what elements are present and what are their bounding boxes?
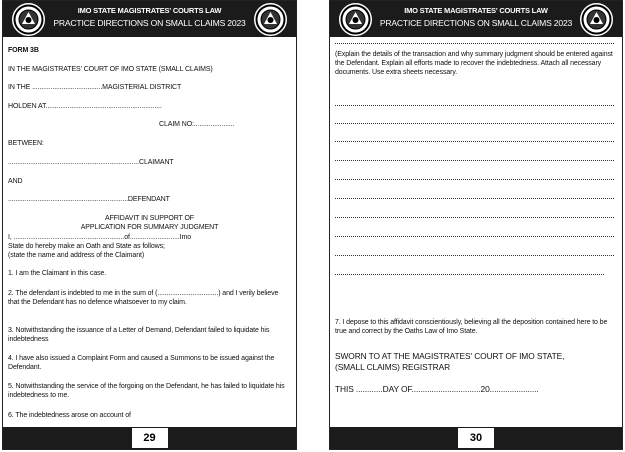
form-number: FORM 3B <box>8 47 39 54</box>
affidavit-title: AFFIDAVIT IN SUPPORT OF <box>105 215 194 222</box>
page-30 <box>329 0 623 450</box>
claimant-line: .......................................................................CLAIMANT <box>8 159 174 166</box>
defendant-line: .................................................................DEFENDANT <box>8 196 170 203</box>
fill-line <box>335 105 614 106</box>
court-name: IN THE MAGISTRATES' COURT OF IMO STATE (SMALL CLAIMS) <box>8 66 213 73</box>
affidavit-subtitle: APPLICATION FOR SUMMARY JUDGMENT <box>80 224 219 231</box>
fill-line <box>335 179 614 180</box>
page-29 <box>2 0 297 450</box>
court-seal-icon <box>254 3 287 36</box>
holden-line: HOLDEN AT............................................................... <box>8 103 162 110</box>
intro-oath: State do hereby make an Oath and State as follows; <box>8 243 165 250</box>
header-title: IMO STATE MAGISTRATES' COURTS LAW <box>77 6 222 15</box>
fill-line <box>335 236 614 237</box>
registrar-line: (SMALL CLAIMS) REGISTRAR <box>335 362 451 372</box>
intro-note: (state the name and address of the Claimant) <box>8 252 145 259</box>
fill-line <box>335 160 614 161</box>
page-header <box>3 1 296 37</box>
header-subtitle: PRACTICE DIRECTIONS ON SMALL CLAIMS 2023 <box>379 18 573 28</box>
paragraph-7: 7. I depose to this affidavit conscientiously, believing all the deposition contained here to be true and correct by the Oaths Law of Imo State. <box>335 319 608 335</box>
header-subtitle: PRACTICE DIRECTIONS ON SMALL CLAIMS 2023 <box>53 18 246 28</box>
paragraph-1: 1. I am the Claimant in this case. <box>8 270 107 277</box>
page-header <box>330 1 622 37</box>
fill-line <box>335 217 614 218</box>
date-line: THIS ............DAY OF...............................20...................... <box>335 384 539 394</box>
and-label: AND <box>8 178 23 185</box>
page-footer <box>330 427 622 449</box>
explain-note: (Explain the details of the transaction and why summary judgment should be entered against the Defendant. Explain all efforts made to recover the indebtedness. Attach all necessary documents. Use extra sheets necessary. <box>335 51 613 76</box>
paragraph-6: 6. The indebtedness arose on account of <box>8 412 131 419</box>
paragraph-3: 3. Notwithstanding the issuance of a Letter of Demand, Defendant failed to liquidate his indebtedness <box>8 327 270 343</box>
fill-line <box>335 274 604 275</box>
fill-line <box>335 141 614 142</box>
fill-line <box>335 43 614 44</box>
district-line: IN THE ......................................MAGISTERIAL DISTRICT <box>8 84 182 91</box>
intro-line: I, ............................................................of...........................Imo <box>8 234 192 241</box>
fill-line <box>335 198 614 199</box>
court-seal-icon <box>580 3 613 36</box>
fill-line <box>335 255 614 256</box>
sworn-line: SWORN TO AT THE MAGISTRATES' COURT OF IMO STATE, <box>335 351 565 361</box>
fill-line <box>335 123 614 124</box>
header-title: IMO STATE MAGISTRATES' COURTS LAW <box>404 6 548 15</box>
claim-number: CLAIM NO:...................... <box>159 121 235 128</box>
page-footer <box>3 427 296 449</box>
paragraph-4: 4. I have also issued a Complaint Form and caused a Summons to be issued against the Defendant. <box>8 355 275 371</box>
page-number: 29 <box>132 428 168 448</box>
page-number: 30 <box>458 428 494 448</box>
paragraph-5: 5. Notwithstanding the service of the forgoing on the Defendant, he has failed to liquidate his indebtedness to me. <box>8 383 285 399</box>
paragraph-2: 2. The defendant is indebted to me in the sum of (.................................) and I verily believe that the Defendant has no defence whatsoever to my claim. <box>8 290 279 306</box>
between-label: BETWEEN: <box>8 140 44 147</box>
